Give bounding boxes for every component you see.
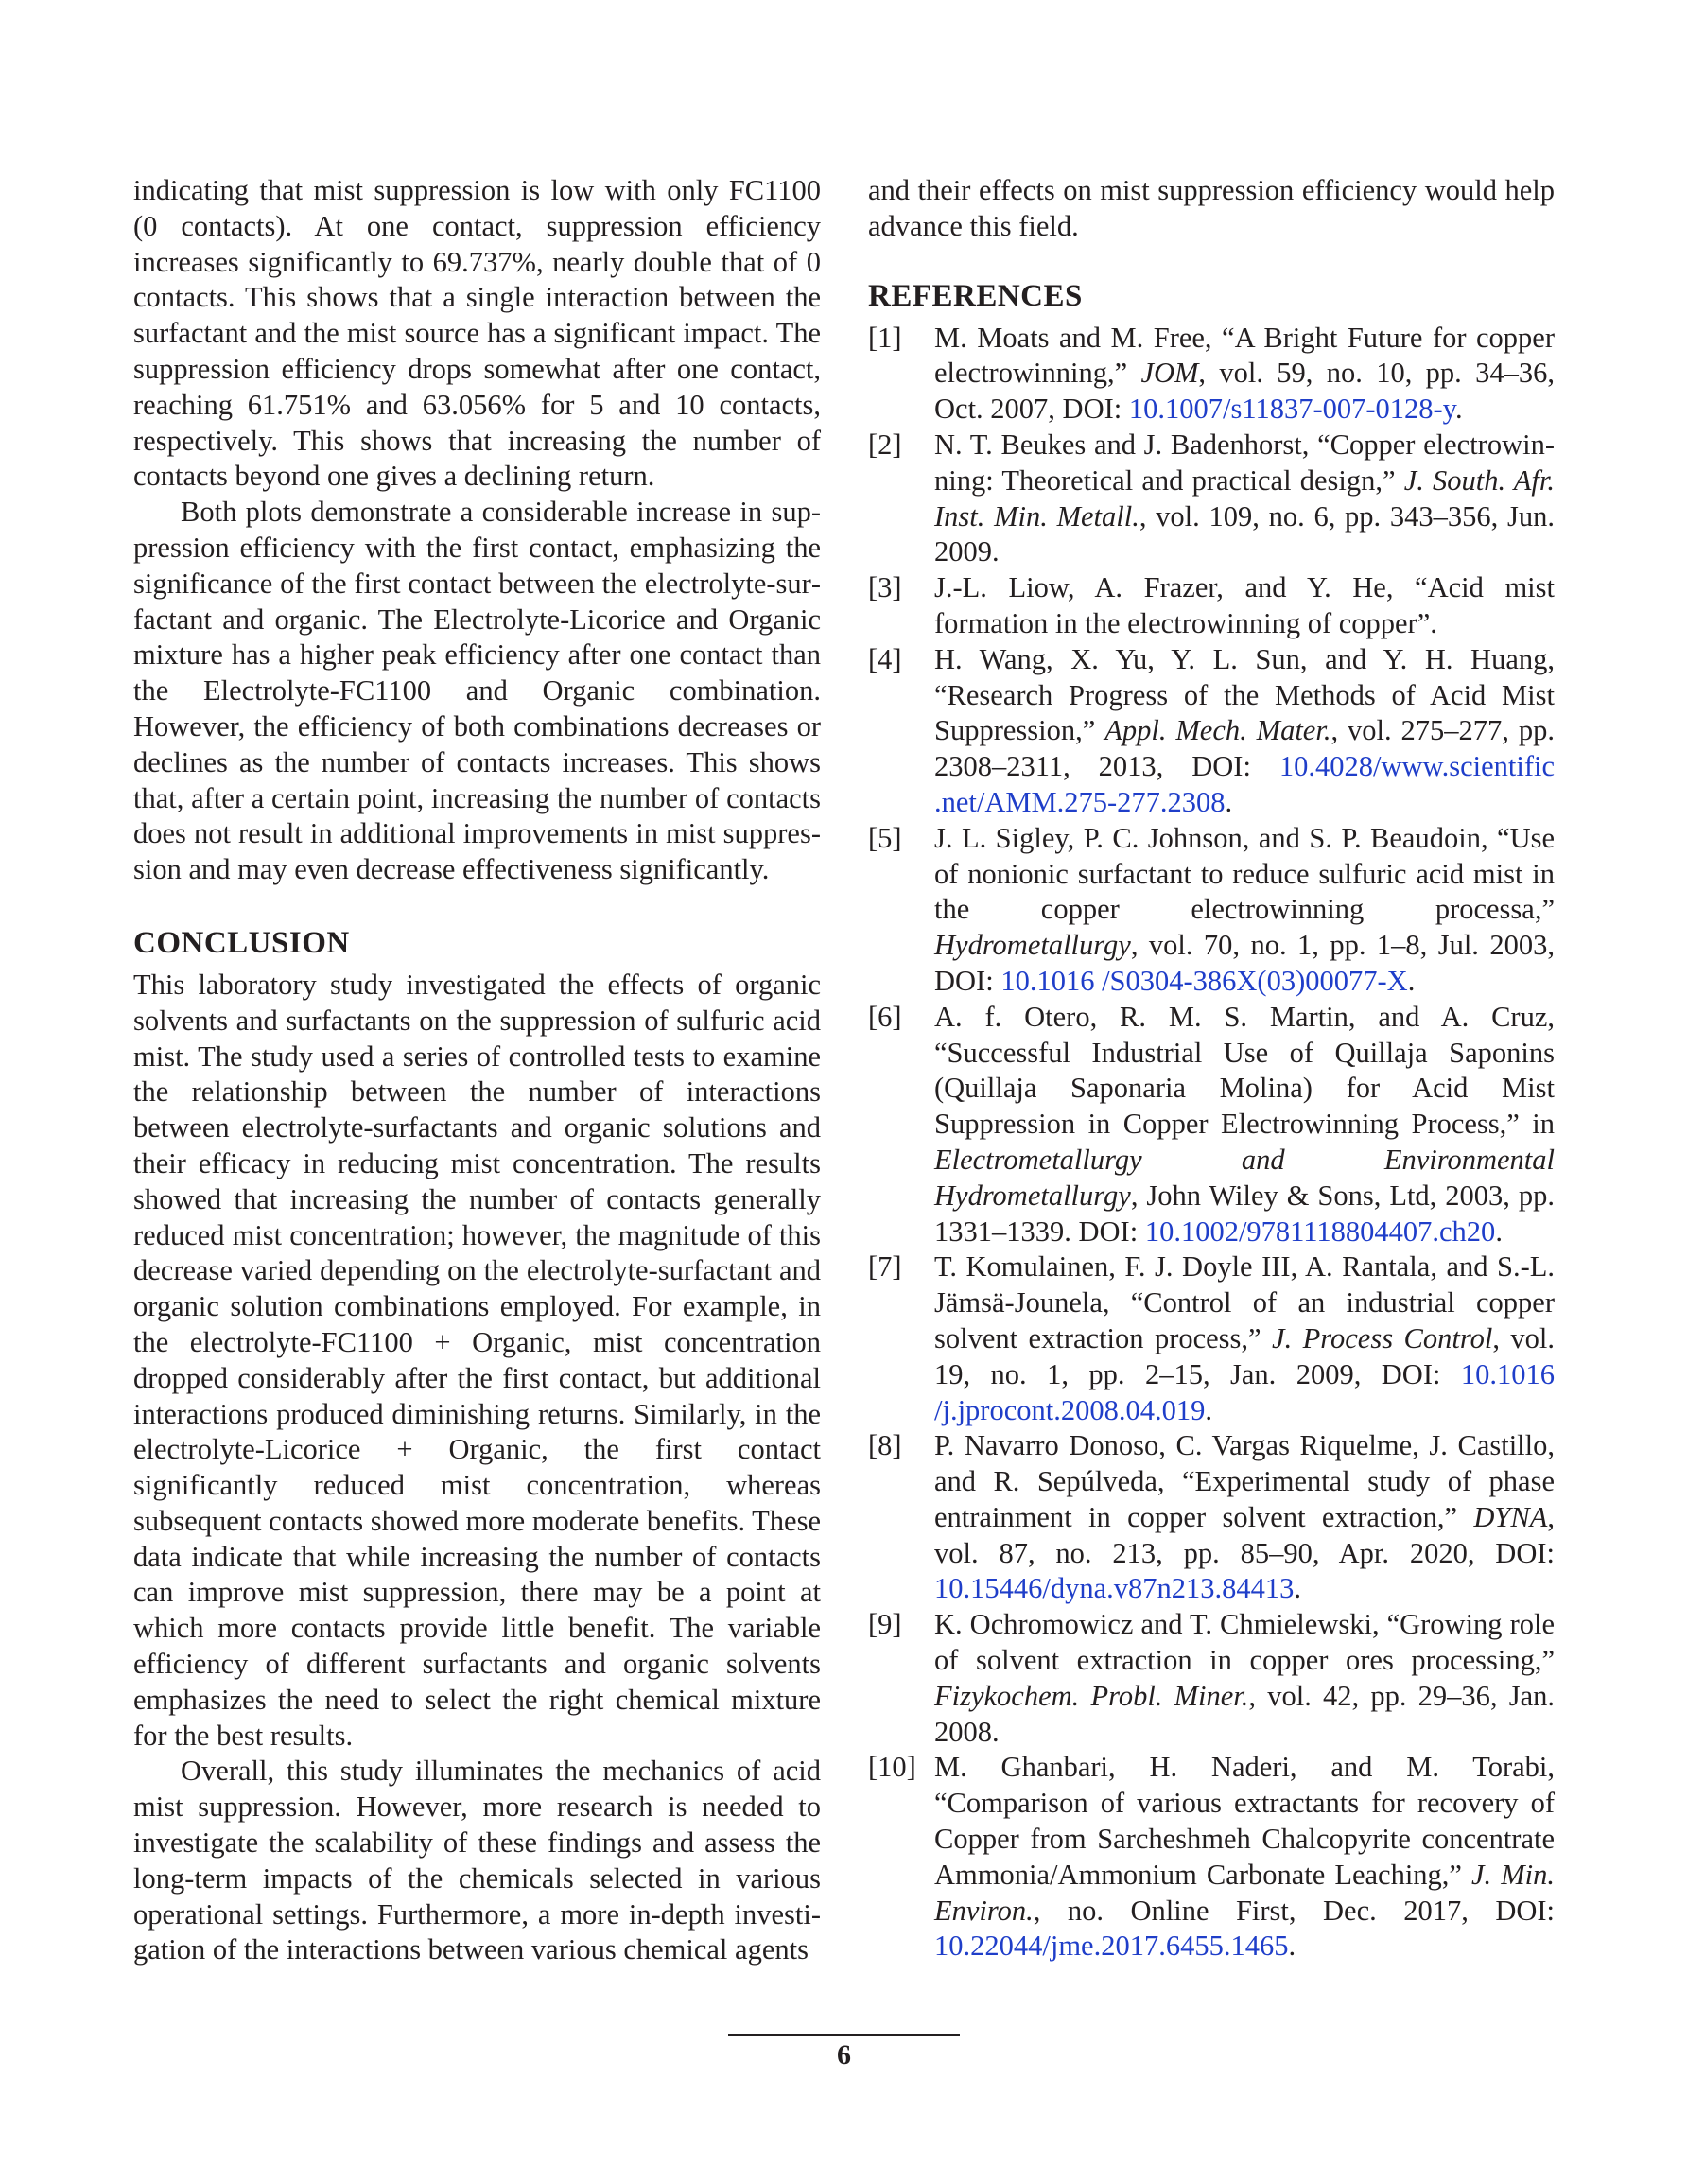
reference-number: [8] — [868, 1429, 902, 1462]
doi-link[interactable]: 10.15446/dyna.v87n213.84413 — [934, 1572, 1295, 1605]
reference-text: M. Ghanbari, H. Naderi, and M. Torabi, “Comparison of various extractants for recovery of Copper from Sarcheshmeh Chalcopyrite concentrate Ammonia/Ammonium Carbonate Leaching,” — [934, 1751, 1555, 1891]
reference-text: T. Komulainen, F. J. Doyle III, A. Rantala, and S.-L. Jämsä-Jounela, “Control of an industrial copper solvent extraction process,” — [934, 1250, 1555, 1354]
page-number: 6 — [837, 2039, 851, 2070]
section-heading-references: REFERENCES — [868, 278, 1083, 313]
reference-text: , vol. 87, no. 213, pp. 85–90, Apr. 2020, DOI: — [934, 1500, 1555, 1569]
reference-text: , vol. 70, no. 1, pp. 1–8, Jul. 2003, DOI: — [934, 929, 1555, 997]
reference-text: H. Wang, X. Yu, Y. L. Sun, and Y. H. Huang, “Research Progress of the Methods of Acid Mist Suppression,” — [934, 642, 1555, 747]
reference-venue: DYNA — [1473, 1500, 1548, 1533]
reference-text: A. f. Otero, R. M. S. Martin, and A. Cruz, “Successful Industrial Use of Quillaja Saponins (Quillaja Saponaria Molina) for Acid Mist Suppression in Copper Electrowinning Process,” in — [934, 1000, 1555, 1141]
reference-text: , vol. 19, no. 1, pp. 2–15, Jan. 2009, DOI: — [934, 1321, 1555, 1390]
reference-venue: JOM — [1140, 357, 1199, 390]
reference-text: J.-L. Liow, A. Frazer, and Y. He, “Acid mist formation in the electrowinning of copper”. — [934, 571, 1555, 639]
doi-link[interactable]: 10.1016 /j.jprocont.2008.04.019 — [934, 1357, 1555, 1426]
reference-text: . — [1205, 1393, 1212, 1426]
body-paragraph: indicating that mist suppression is low with only FC1100 (0 contacts). At one contact, suppression efficiency increases significantly to 69.737%, nearly double that of 0 contacts. This shows that a single interaction between the surfactant and the mist source has a significant impact. The suppression efficiency drops somewhat after one contact, reaching 61.751% and 63.056% for 5 and 10 contacts, respectively. This shows that increasing the number of contacts beyond one gives a declining return. — [133, 174, 821, 493]
reference-text: , no. Online First, Dec. 2017, DOI: — [1033, 1894, 1555, 1927]
reference-text: , vol. 59, no. 10, pp. 34–36, Oct. 2007, DOI: — [934, 357, 1555, 426]
section-heading-conclusion: CONCLUSION — [133, 925, 350, 960]
reference-item — [868, 570, 1555, 642]
doi-link[interactable]: 10.1007/s11837-007-0128-y — [1128, 393, 1455, 426]
reference-venue: Electrometallurgy and Environmental Hydrometallurgy — [934, 1143, 1555, 1212]
reference-number: [6] — [868, 1000, 902, 1033]
reference-text: , vol. 275–277, pp. 2308–2311, 2013, DOI: — [934, 714, 1555, 783]
reference-venue: J. Process Control — [1272, 1321, 1493, 1354]
body-paragraph: Both plots demonstrate a considerable increase in suppression efficiency with the first contact, emphasizing the significance of the first contact between the electrolyte-surfactant and organic. The Electrolyte-Licorice and Organic mixture has a higher peak efficiency after one contact than the Electrolyte-FC1100 and Organic combination. However, the efficiency of both combinations decreases or declines as the number of contacts increases. This shows that, after a certain point, increasing the number of contacts does not result in additional improvements in mist suppression and may even decrease effectiveness significantly. — [133, 496, 821, 886]
reference-item — [868, 1607, 1555, 1750]
doi-link[interactable]: 10.1002/9781118804407.ch20 — [1144, 1214, 1496, 1248]
reference-text: . — [1294, 1572, 1302, 1605]
reference-text: , John Wiley & Sons, Ltd, 2003, pp. 1331–1339. DOI: — [934, 1179, 1555, 1248]
reference-number: [2] — [868, 428, 902, 461]
reference-item — [868, 1000, 1555, 1250]
reference-number: [5] — [868, 821, 902, 854]
reference-venue: Appl. Mech. Mater. — [1104, 714, 1331, 747]
reference-item — [868, 1249, 1555, 1428]
reference-number: [10] — [868, 1751, 916, 1784]
reference-venue: Hydrometallurgy — [934, 929, 1131, 962]
reference-number: [7] — [868, 1250, 902, 1284]
reference-list — [868, 321, 1555, 1966]
reference-item — [868, 428, 1555, 570]
reference-number: [4] — [868, 642, 902, 675]
right-column — [868, 173, 1555, 1965]
reference-item — [868, 1428, 1555, 1607]
reference-number: [3] — [868, 571, 902, 604]
doi-link[interactable]: 10.4028/www.scientific .net/AMM.275-277.2308 — [934, 750, 1555, 818]
doi-link[interactable]: 10.1016 /S0304-386X(03)00077-X — [1000, 964, 1408, 997]
reference-item — [868, 1750, 1555, 1965]
reference-text: . — [1288, 1930, 1296, 1963]
reference-item — [868, 642, 1555, 821]
reference-text: K. Ochromowicz and T. Chmielewski, “Growing role of solvent extraction in copper ores processing,” — [934, 1608, 1555, 1677]
reference-text: P. Navarro Donoso, C. Vargas Riquelme, J. Castillo, and R. Sepúlveda, “Experimental study of phase entrainment in copper solvent extraction,” — [934, 1429, 1555, 1533]
reference-text: . — [1225, 785, 1233, 818]
reference-item — [868, 821, 1555, 1000]
reference-text: . — [1454, 393, 1463, 426]
conclusion-paragraph: Overall, this study illuminates the mechanics of acid mist suppression. However, more research is needed to investigate the scalability of these findings and assess the long-term impacts of the chemicals selected in various operational settings. Furthermore, a more in-depth investigation of the interactions between various chemical agents — [133, 1755, 821, 1966]
reference-text: J. L. Sigley, P. C. Johnson, and S. P. Beaudoin, “Use of nonionic surfactant to reduce sulfuric acid mist in the copper electrowinning processa,” — [934, 821, 1555, 926]
left-column — [133, 173, 821, 1968]
footer-divider — [728, 2034, 960, 2036]
reference-text: . — [1407, 964, 1416, 997]
reference-text: N. T. Beukes and J. Badenhorst, “Copper electrowinning: Theoretical and practical design,” — [934, 428, 1555, 497]
reference-venue: J. Min. Environ. — [934, 1858, 1555, 1927]
reference-venue: J. South. Afr. Inst. Min. Metall. — [934, 463, 1555, 533]
reference-item — [868, 321, 1555, 428]
reference-number: [1] — [868, 321, 902, 354]
reference-number: [9] — [868, 1608, 902, 1641]
body-paragraph: and their effects on mist suppression efficiency would help advance this field. — [868, 174, 1555, 242]
doi-link[interactable]: 10.22044/jme.2017.6455.1465 — [934, 1930, 1289, 1963]
reference-venue: Fizykochem. Probl. Miner. — [934, 1679, 1249, 1712]
reference-text: , vol. 42, pp. 29–36, Jan. 2008. — [934, 1679, 1555, 1748]
conclusion-paragraph: This laboratory study investigated the effects of organic solvents and surfactants on the suppression of sulfuric acid mist. The study used a series of controlled tests to examine the relationship between the number of interactions between electrolyte-surfactants and organic solutions and their efficacy in reducing mist concentration. The results showed that increasing the number of contacts generally reduced mist concentration; however, the magnitude of this decrease varied depending on the electrolyte-surfactant and organic solution combinations employed. For example, in the electrolyte-FC1100 + Organic, mist concentration dropped considerably after the first contact, but additional interactions produced diminishing returns. Similarly, in the electrolyte-Licorice + Organic, the first contact significantly reduced mist concentration, whereas subsequent contacts showed more moderate benefits. These data indicate that while increasing the number of contacts can improve mist suppression, there may be a point at which more contacts provide little benefit. The variable efficiency of different surfactants and organic solvents emphasizes the need to select the right chemical mixture for the best results. — [133, 968, 821, 1752]
reference-text: M. Moats and M. Free, “A Bright Future for copper electrowinning,” — [934, 321, 1555, 390]
reference-text: . — [1495, 1214, 1503, 1248]
reference-text: , vol. 109, no. 6, pp. 343–356, Jun. 2009. — [934, 499, 1556, 568]
